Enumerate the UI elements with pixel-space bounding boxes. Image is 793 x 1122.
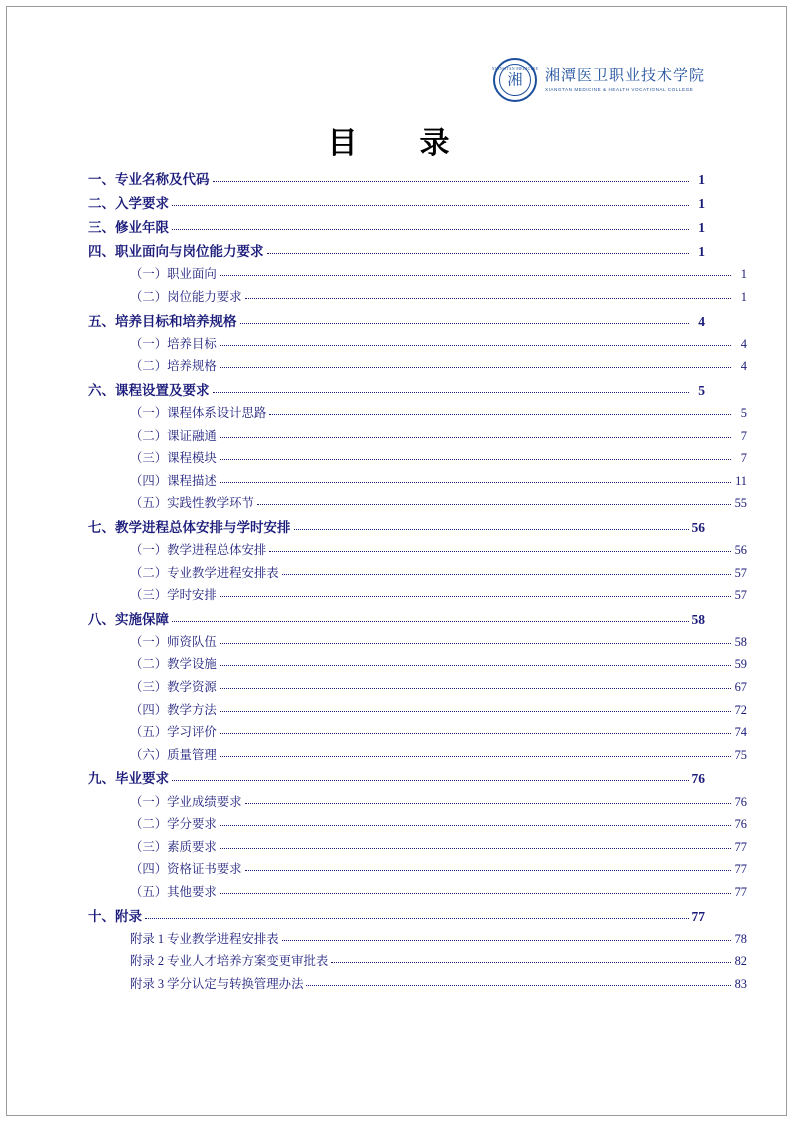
toc-entry-label: 七、教学进程总体安排与学时安排 — [88, 519, 291, 535]
toc-leader-dots — [269, 414, 731, 415]
toc-entry[interactable] — [88, 471, 747, 494]
toc-entry[interactable] — [88, 334, 747, 357]
toc-entry[interactable] — [88, 563, 747, 586]
toc-entry-page: 78 — [734, 931, 747, 946]
toc-entry[interactable] — [88, 287, 747, 310]
toc-entry-label: （二）岗位能力要求 — [130, 289, 242, 304]
toc-leader-dots — [220, 665, 731, 666]
toc-entry-page: 1 — [698, 172, 705, 187]
toc-entry-label: （五）实践性教学环节 — [130, 496, 254, 511]
seal-character: 湘 — [507, 72, 523, 89]
toc-entry[interactable] — [88, 792, 747, 815]
toc-leader-dots — [245, 870, 731, 871]
toc-entry[interactable] — [88, 310, 705, 334]
college-logo — [493, 58, 705, 102]
toc-entry-page: 72 — [734, 702, 747, 717]
toc-entry[interactable] — [88, 882, 747, 905]
toc-entry-page: 5 — [698, 382, 705, 398]
toc-leader-dots — [172, 205, 689, 206]
toc-entry[interactable] — [88, 745, 747, 768]
toc-entry-label: （四）教学方法 — [130, 702, 217, 717]
toc-leader-dots — [245, 803, 731, 804]
toc-entry[interactable] — [88, 608, 705, 632]
toc-entry-label: 附录 2 专业人才培养方案变更审批表 — [130, 954, 329, 969]
toc-entry-label: （三）学时安排 — [130, 588, 217, 603]
toc-leader-dots — [267, 253, 690, 254]
toc-entry[interactable] — [88, 859, 747, 882]
toc-entry[interactable] — [88, 585, 747, 608]
toc-entry-page: 83 — [734, 976, 747, 991]
toc-leader-dots — [245, 298, 731, 299]
toc-entry-page: 1 — [740, 289, 747, 304]
toc-leader-dots — [220, 756, 731, 757]
toc-entry[interactable] — [88, 632, 747, 655]
toc-entry-page: 55 — [734, 496, 747, 511]
seal-arc-text: XIANGTAN MEDICINE — [491, 66, 539, 71]
toc-entry-page: 67 — [734, 680, 747, 695]
toc-leader-dots — [331, 962, 731, 963]
toc-leader-dots — [220, 275, 731, 276]
toc-entry[interactable] — [88, 654, 747, 677]
toc-leader-dots — [269, 551, 731, 552]
toc-entry-label: 六、课程设置及要求 — [88, 382, 210, 398]
toc-entry[interactable] — [88, 216, 705, 240]
toc-entry-label: 九、毕业要求 — [88, 771, 169, 787]
toc-entry-page: 77 — [734, 884, 747, 899]
toc-entry-label: （三）教学资源 — [130, 680, 217, 695]
toc-entry[interactable] — [88, 240, 705, 264]
toc-entry-page: 76 — [691, 771, 705, 787]
toc-leader-dots — [220, 596, 731, 597]
toc-entry[interactable] — [88, 974, 747, 997]
toc-leader-dots — [282, 940, 731, 941]
toc-entry[interactable] — [88, 264, 747, 287]
toc-entry-label: （六）质量管理 — [130, 747, 217, 762]
toc-entry-label: （一）师资队伍 — [130, 634, 217, 649]
toc-entry-label: 四、职业面向与岗位能力要求 — [88, 244, 264, 260]
toc-entry-label: （二）课证融通 — [130, 428, 217, 443]
toc-entry-page: 4 — [740, 359, 747, 374]
toc-entry[interactable] — [88, 677, 747, 700]
toc-entry[interactable] — [88, 426, 747, 449]
toc-entry-page: 74 — [734, 725, 747, 740]
toc-entry-page: 4 — [740, 336, 747, 351]
toc-entry-page: 82 — [734, 954, 747, 969]
toc-entry-label: （四）资格证书要求 — [130, 862, 242, 877]
toc-entry-label: （二）学分要求 — [130, 817, 217, 832]
toc-leader-dots — [172, 229, 689, 230]
toc-leader-dots — [220, 459, 731, 460]
toc-leader-dots — [145, 918, 689, 919]
toc-entry-label: 十、附录 — [88, 908, 142, 924]
toc-entry[interactable] — [88, 722, 747, 745]
toc-leader-dots — [213, 181, 690, 182]
toc-entry[interactable] — [88, 540, 747, 563]
toc-entry-label: （三）课程模块 — [130, 451, 217, 466]
toc-entry-label: （四）课程描述 — [130, 473, 217, 488]
toc-entry[interactable] — [88, 493, 747, 516]
toc-leader-dots — [220, 643, 731, 644]
toc-entry-label: （二）教学设施 — [130, 657, 217, 672]
toc-entry-page: 7 — [740, 428, 747, 443]
toc-entry-page: 4 — [698, 313, 705, 329]
toc-entry-label: 一、专业名称及代码 — [88, 172, 210, 187]
toc-entry[interactable] — [88, 379, 705, 403]
toc-entry-page: 58 — [691, 611, 705, 627]
toc-entry-label: （一）学业成绩要求 — [130, 794, 242, 809]
toc-entry[interactable] — [88, 192, 705, 216]
toc-entry-page: 1 — [740, 267, 747, 282]
toc-entry[interactable] — [88, 837, 747, 860]
toc-leader-dots — [220, 688, 731, 689]
toc-entry-page: 77 — [734, 839, 747, 854]
toc-entry[interactable] — [88, 814, 747, 837]
toc-leader-dots — [294, 529, 690, 530]
toc-entry[interactable] — [88, 168, 705, 192]
toc-entry[interactable] — [88, 403, 747, 426]
toc-entry-page: 56 — [734, 543, 747, 557]
college-name-en: XIANGTAN MEDICINE & HEALTH VOCATIONAL COLLEGE — [544, 86, 694, 92]
toc-entry-label: （三）素质要求 — [130, 839, 217, 854]
toc-entry-label: （一）培养目标 — [130, 336, 217, 351]
toc-entry[interactable] — [88, 951, 747, 974]
toc-entry-label: （一）教学进程总体安排 — [130, 543, 267, 557]
toc-leader-dots — [220, 711, 731, 712]
toc-entry-label: （二）培养规格 — [130, 359, 217, 374]
college-name-block — [545, 68, 705, 93]
toc-entry[interactable] — [88, 929, 747, 952]
toc-entry-page: 58 — [734, 634, 747, 649]
toc-leader-dots — [282, 574, 731, 575]
toc-entry[interactable] — [88, 356, 747, 379]
toc-leader-dots — [220, 367, 731, 368]
page-title: 目 录 — [327, 127, 466, 160]
toc-entry-label: （五）学习评价 — [130, 725, 217, 740]
toc-entry-page: 57 — [734, 588, 747, 603]
toc-entry-label: 附录 1 专业教学进程安排表 — [130, 931, 279, 946]
toc-entry-page: 1 — [698, 220, 705, 236]
toc-entry-label: （一）职业面向 — [130, 267, 217, 282]
toc-entry-page: 57 — [734, 565, 747, 580]
toc-entry-page: 1 — [698, 244, 705, 260]
toc-entry[interactable] — [88, 905, 705, 929]
toc-leader-dots — [220, 482, 731, 483]
toc-leader-dots — [220, 893, 731, 894]
toc-leader-dots — [172, 621, 689, 622]
toc-entry[interactable] — [88, 700, 747, 723]
toc-leader-dots — [213, 392, 690, 393]
toc-entry-page: 5 — [740, 405, 747, 420]
toc-entry-page: 76 — [734, 794, 747, 809]
toc-entry[interactable] — [88, 516, 705, 540]
toc-leader-dots — [220, 733, 731, 734]
toc-entry-page: 77 — [734, 862, 747, 877]
toc-entry-label: 附录 3 学分认定与转换管理办法 — [130, 976, 304, 991]
college-seal-icon — [493, 58, 537, 102]
toc-entry-label: （一）课程体系设计思路 — [130, 405, 267, 420]
toc-entry-page: 76 — [734, 817, 747, 832]
toc-leader-dots — [220, 345, 731, 346]
college-name-cn: 湘潭医卫职业技术学院 — [544, 67, 705, 84]
toc-leader-dots — [172, 780, 689, 781]
toc-leader-dots — [220, 437, 731, 438]
toc-entry-label: （五）其他要求 — [130, 884, 217, 899]
toc-leader-dots — [257, 504, 731, 505]
toc-leader-dots — [240, 323, 690, 324]
toc-leader-dots — [220, 825, 731, 826]
toc-leader-dots — [220, 848, 731, 849]
toc-entry-label: 三、修业年限 — [88, 220, 169, 236]
toc-entry-label: 五、培养目标和培养规格 — [88, 313, 237, 329]
toc-entry-label: （二）专业教学进程安排表 — [130, 565, 279, 580]
toc-entry-label: 二、入学要求 — [88, 196, 169, 212]
toc-entry-page: 11 — [735, 473, 747, 488]
toc-entry-page: 7 — [740, 451, 747, 466]
table-of-contents — [88, 168, 747, 996]
toc-entry[interactable] — [88, 767, 705, 791]
toc-entry-label: 八、实施保障 — [88, 611, 169, 627]
toc-entry-page: 59 — [734, 657, 747, 672]
toc-entry-page: 1 — [698, 196, 705, 212]
toc-entry-page: 75 — [734, 747, 747, 762]
toc-entry[interactable] — [88, 448, 747, 471]
toc-leader-dots — [306, 985, 731, 986]
toc-entry-page: 56 — [691, 519, 705, 535]
toc-entry-page: 77 — [691, 908, 705, 924]
